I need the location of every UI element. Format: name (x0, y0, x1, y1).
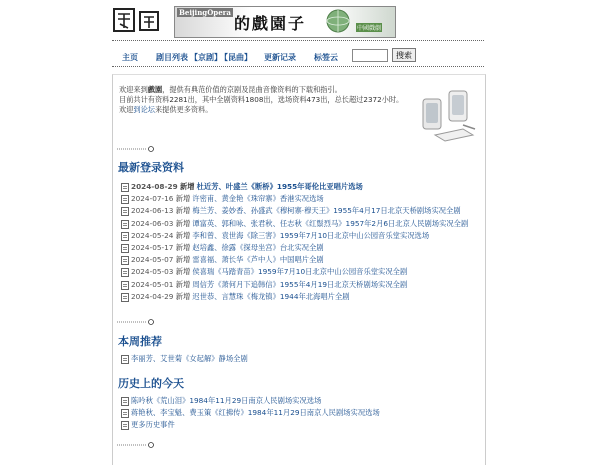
welcome-text (119, 85, 409, 115)
banner-title: 的戲園子 (234, 14, 307, 33)
nav-repertoire-link[interactable]: 剧目列表 (156, 53, 188, 62)
entry-link[interactable]: 赵培鑫、徐露《探母坐宫》台北实况全剧 (192, 242, 324, 252)
latest-section-title: 最新登录资料 (118, 161, 184, 174)
more-history-link[interactable]: 更多历史事件 (131, 420, 175, 430)
document-icon (121, 268, 129, 277)
main-nav (112, 48, 484, 66)
weekly-section-title: 本周推荐 (118, 335, 162, 348)
list-item: 2024-05-24 新增 李和曾、袁世海《除三害》1959年7月10日北京中山公园音乐堂实况选场 (121, 230, 468, 242)
list-item (121, 407, 380, 419)
banner-english: BeijingOpera (179, 8, 231, 17)
nav-kunqu-link[interactable]: 【昆曲】 (220, 53, 252, 62)
site-name: 戲園 (147, 85, 163, 94)
list-item: 2024-05-07 新增 雷喜福、萧长华《芦中人》中国唱片全剧 (121, 254, 468, 266)
entry-link[interactable]: 陈吟秋《荒山泪》1984年11月29日南京人民剧场实况选场 (131, 396, 322, 405)
section-divider-icon (117, 318, 157, 326)
list-item: 2024-05-03 新增 侯喜瑞《马踏青苗》1959年7月10日北京中山公园音乐堂实况全剧 (121, 266, 468, 278)
list-item: 2024-04-29 新增 迟世恭、言慧珠《梅龙镇》1944年北海唱片全剧 (121, 291, 468, 303)
document-icon (121, 207, 129, 216)
nav-tags-link[interactable]: 标签云 (314, 53, 338, 62)
document-icon (121, 293, 129, 302)
nav-changelog-link[interactable]: 更新记录 (264, 53, 296, 62)
list-item: 2024-06-03 新增 谭富英、郭和咏、张君秋、任志秋《红鬃烈马》1957年2月6日北京人民剧场实况全剧 (121, 218, 468, 230)
document-icon (121, 220, 129, 229)
search-button[interactable]: 搜索 (392, 48, 416, 62)
list-item (121, 353, 248, 365)
entry-link[interactable]: 周信芳《萧何月下追韩信》1955年4月19日北京天桥剧场实况全剧 (192, 279, 408, 289)
document-icon (121, 281, 129, 290)
list-item: 2024-06-13 新增 梅兰芳、姜妙香、孙盛武《穆柯寨·穆天王》1955年4月17日北京天桥剧场实况全剧 (121, 205, 468, 217)
entry-link[interactable]: 迟世恭、言慧珠《梅龙镇》1944年北海唱片全剧 (192, 291, 350, 301)
forum-link[interactable]: 到论坛 (133, 105, 155, 114)
welcome-line-2: 目前共计有资料2281出，其中全剧资料1808出，选场资料473出，总长超过2372小时。 (119, 95, 404, 104)
section-divider-icon (117, 145, 157, 153)
speakers-illustration (415, 85, 481, 143)
entry-link[interactable]: 李和曾、袁世海《除三害》1959年7月10日北京中山公园音乐堂实况选场 (192, 230, 430, 240)
document-icon (121, 256, 129, 265)
entry-link[interactable]: 梅兰芳、姜妙香、孙盛武《穆柯寨·穆天王》1955年4月17日北京天桥剧场实况全剧 (192, 206, 461, 216)
document-icon (121, 397, 129, 406)
site-logo[interactable] (112, 6, 164, 36)
main-content (112, 74, 486, 465)
nav-jingju-link[interactable]: 【京剧】 (190, 53, 222, 62)
section-divider-icon (117, 441, 157, 449)
document-icon (121, 183, 129, 192)
nav-home-link[interactable]: 主页 (122, 53, 138, 62)
entry-link[interactable]: 蒋艳秋、李宝魁、费玉策《红拂传》1984年11月29日南京人民剧场实况选场 (131, 408, 380, 418)
welcome-line-3: 欢迎到论坛来提供更多资料。 (119, 105, 213, 114)
entry-link[interactable]: 许密甫、黄金艳《珠帘寨》香港实况选场 (192, 194, 324, 204)
entry-link[interactable]: 谭富英、郭和咏、张君秋、任志秋《红鬃烈马》1957年2月6日北京人民剧场实况全剧 (192, 218, 469, 228)
entry-link[interactable]: 侯喜瑞《马踏青苗》1959年7月10日北京中山公园音乐堂实况全剧 (192, 267, 408, 277)
list-item: 2024-07-16 新增 许密甫、黄金艳《珠帘寨》香港实况选场 (121, 193, 468, 205)
list-item (121, 395, 380, 407)
history-list (121, 395, 380, 432)
globe-icon (324, 8, 352, 34)
entry-link[interactable]: 杜近芳、叶盛兰《断桥》1955年哥伦比亚唱片选场 (196, 182, 363, 191)
entry-link[interactable]: 雷喜福、萧长华《芦中人》中国唱片全剧 (192, 255, 324, 265)
nav-divider (112, 66, 484, 67)
site-banner[interactable] (174, 6, 394, 38)
history-section-title: 历史上的今天 (118, 377, 184, 390)
list-item: 2024-05-17 新增 赵培鑫、徐露《探母坐宫》台北实况全剧 (121, 242, 468, 254)
banner-badge: 中國戲劇 (357, 25, 382, 32)
header (112, 6, 484, 40)
document-icon (121, 421, 129, 430)
document-icon (121, 244, 129, 253)
search-input[interactable] (352, 49, 388, 62)
header-divider (112, 40, 484, 41)
welcome-line-1: 欢迎来到戲園，提供有典范价值的京剧及昆曲音像资料的下载和指引。 (119, 85, 342, 94)
document-icon (121, 355, 129, 364)
list-item: 2024-05-01 新增 周信芳《萧何月下追韩信》1955年4月19日北京天桥剧场实况全剧 (121, 279, 468, 291)
document-icon (121, 409, 129, 418)
list-item (121, 419, 380, 431)
list-item: 2024-08-29 新增 杜近芳、叶盛兰《断桥》1955年哥伦比亚唱片选场 (121, 181, 468, 193)
document-icon (121, 195, 129, 204)
document-icon (121, 232, 129, 241)
entry-link[interactable]: 李丽芳、艾世菊《女起解》静场全剧 (131, 354, 248, 363)
weekly-list (121, 353, 248, 365)
latest-list (121, 181, 468, 303)
